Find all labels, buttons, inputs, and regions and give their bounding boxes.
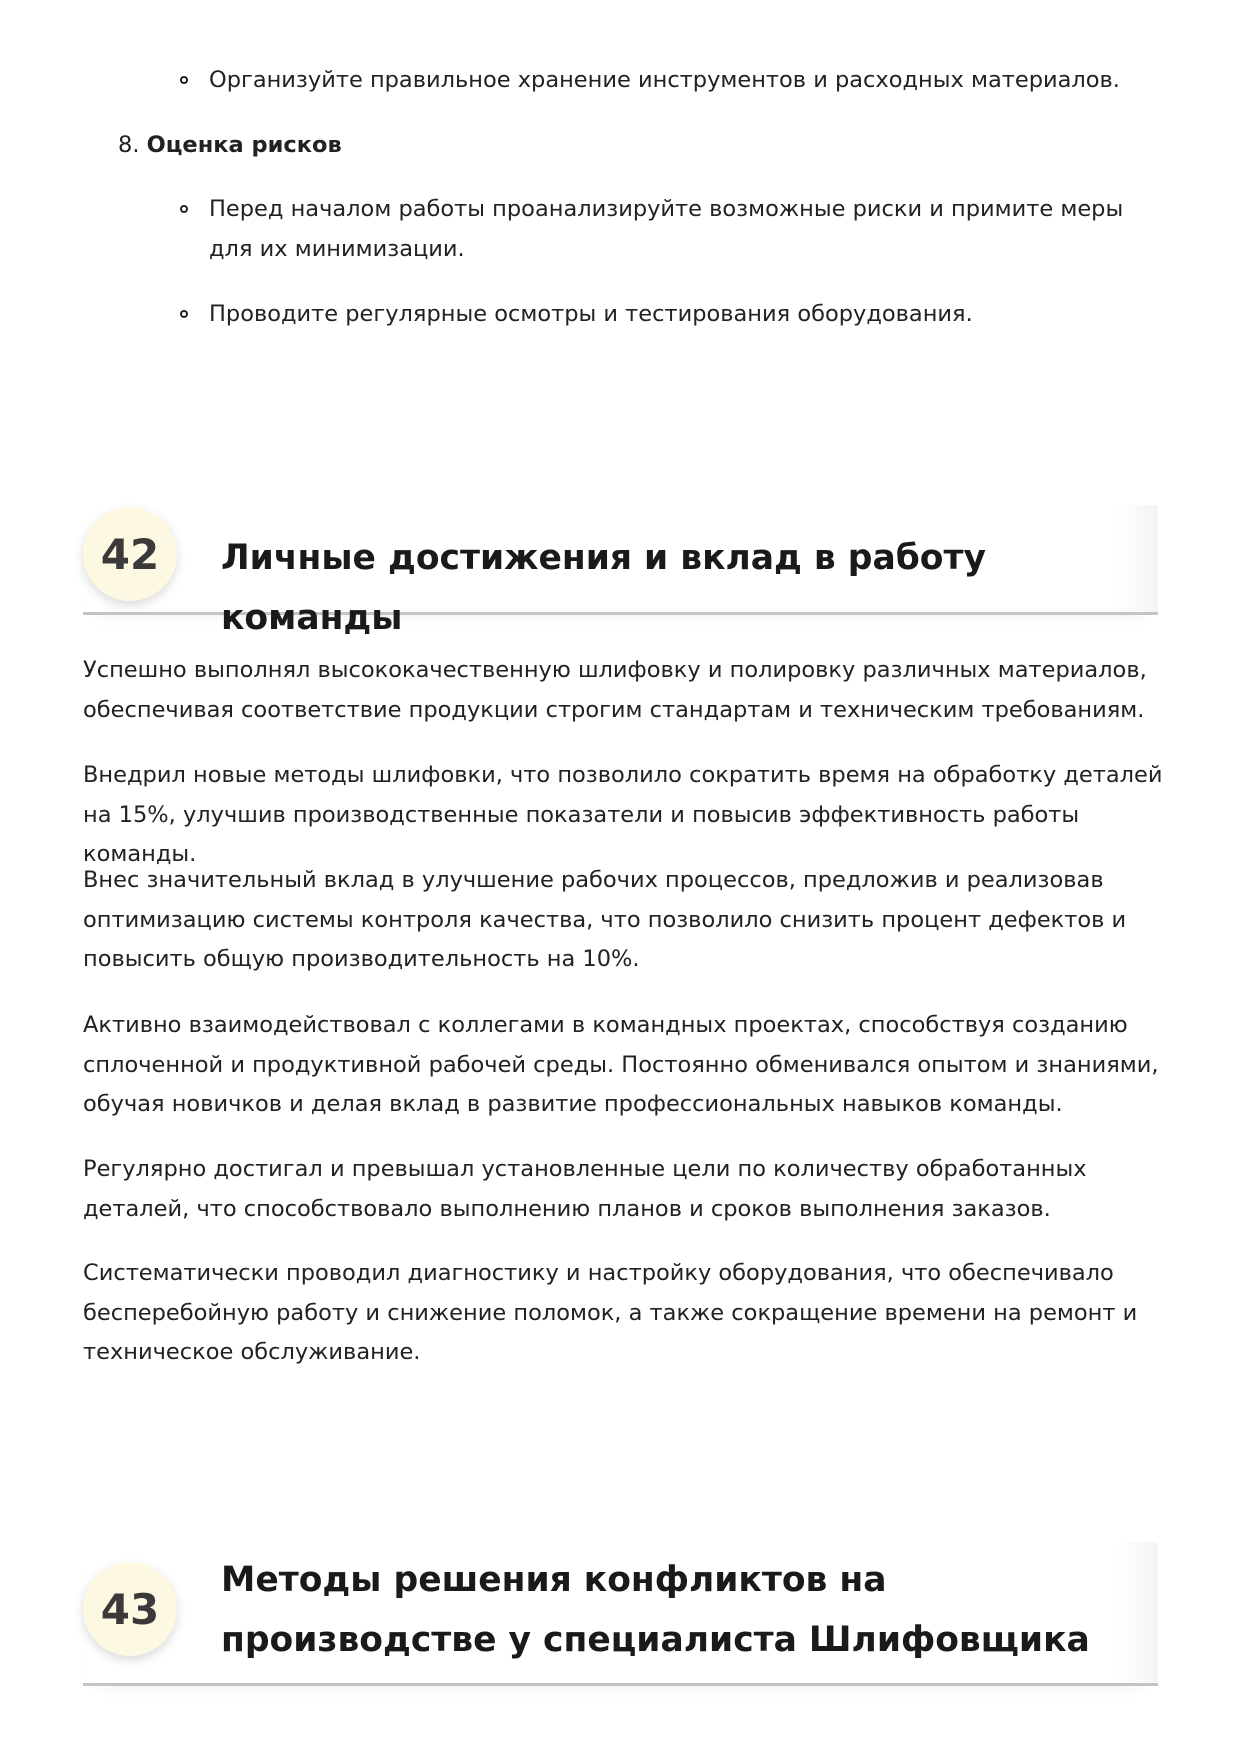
- list-subitem: Перед началом работы проанализируйте возможные риски и примите меры для их минимизации.: [209, 196, 1124, 262]
- section-header-42: [83, 505, 1158, 638]
- list-item-number: 8.: [118, 132, 140, 158]
- hollow-bullet-icon: [180, 310, 188, 318]
- section-number-badge: 43: [83, 1562, 177, 1656]
- section-title: Личные достижения и вклад в работу команды: [221, 538, 986, 638]
- list-item-label: Оценка рисков: [146, 132, 342, 158]
- paragraph: Регулярно достигал и превышал установленные цели по количеству обработанных деталей, что способствовало выполнению планов и сроков выполнения заказов.: [83, 1156, 1087, 1222]
- list-subitem: Организуйте правильное хранение инструментов и расходных материалов.: [209, 67, 1120, 93]
- section-header-43: [83, 1542, 1158, 1686]
- section-title: Методы решения конфликтов на производстве у специалиста Шлифовщика: [221, 1560, 1090, 1660]
- numbered-list-item: [118, 125, 342, 165]
- section-number-badge: 42: [83, 507, 177, 601]
- paragraph: Успешно выполнял высококачественную шлифовку и полировку различных материалов, обеспечивая соответствие продукции строгим стандартам и техническим требованиям.: [83, 657, 1147, 723]
- list-subitem: Проводите регулярные осмотры и тестирования оборудования.: [209, 301, 973, 327]
- paragraph: Систематически проводил диагностику и настройку оборудования, что обеспечивало бесперебойную работу и снижение поломок, а также сокращение времени на ремонт и техническое обслуживание.: [83, 1260, 1138, 1365]
- hollow-bullet-icon: [180, 205, 188, 213]
- paragraph: Внес значительный вклад в улучшение рабочих процессов, предложив и реализовав оптимизацию системы контроля качества, что позволило снизить процент дефектов и повысить общую производительность на 10%.: [83, 867, 1127, 972]
- paragraph: Активно взаимодействовал с коллегами в командных проектах, способствуя созданию сплоченной и продуктивной рабочей среды. Постоянно обменивался опытом и знаниями, обучая новичков и делая вклад в развитие профессиональных навыков команды.: [83, 1012, 1159, 1117]
- paragraph: Внедрил новые методы шлифовки, что позволило сократить время на обработку деталей на 15%, улучшив производственные показатели и повысив эффективность работы команды.: [83, 762, 1163, 867]
- hollow-bullet-icon: [180, 76, 188, 84]
